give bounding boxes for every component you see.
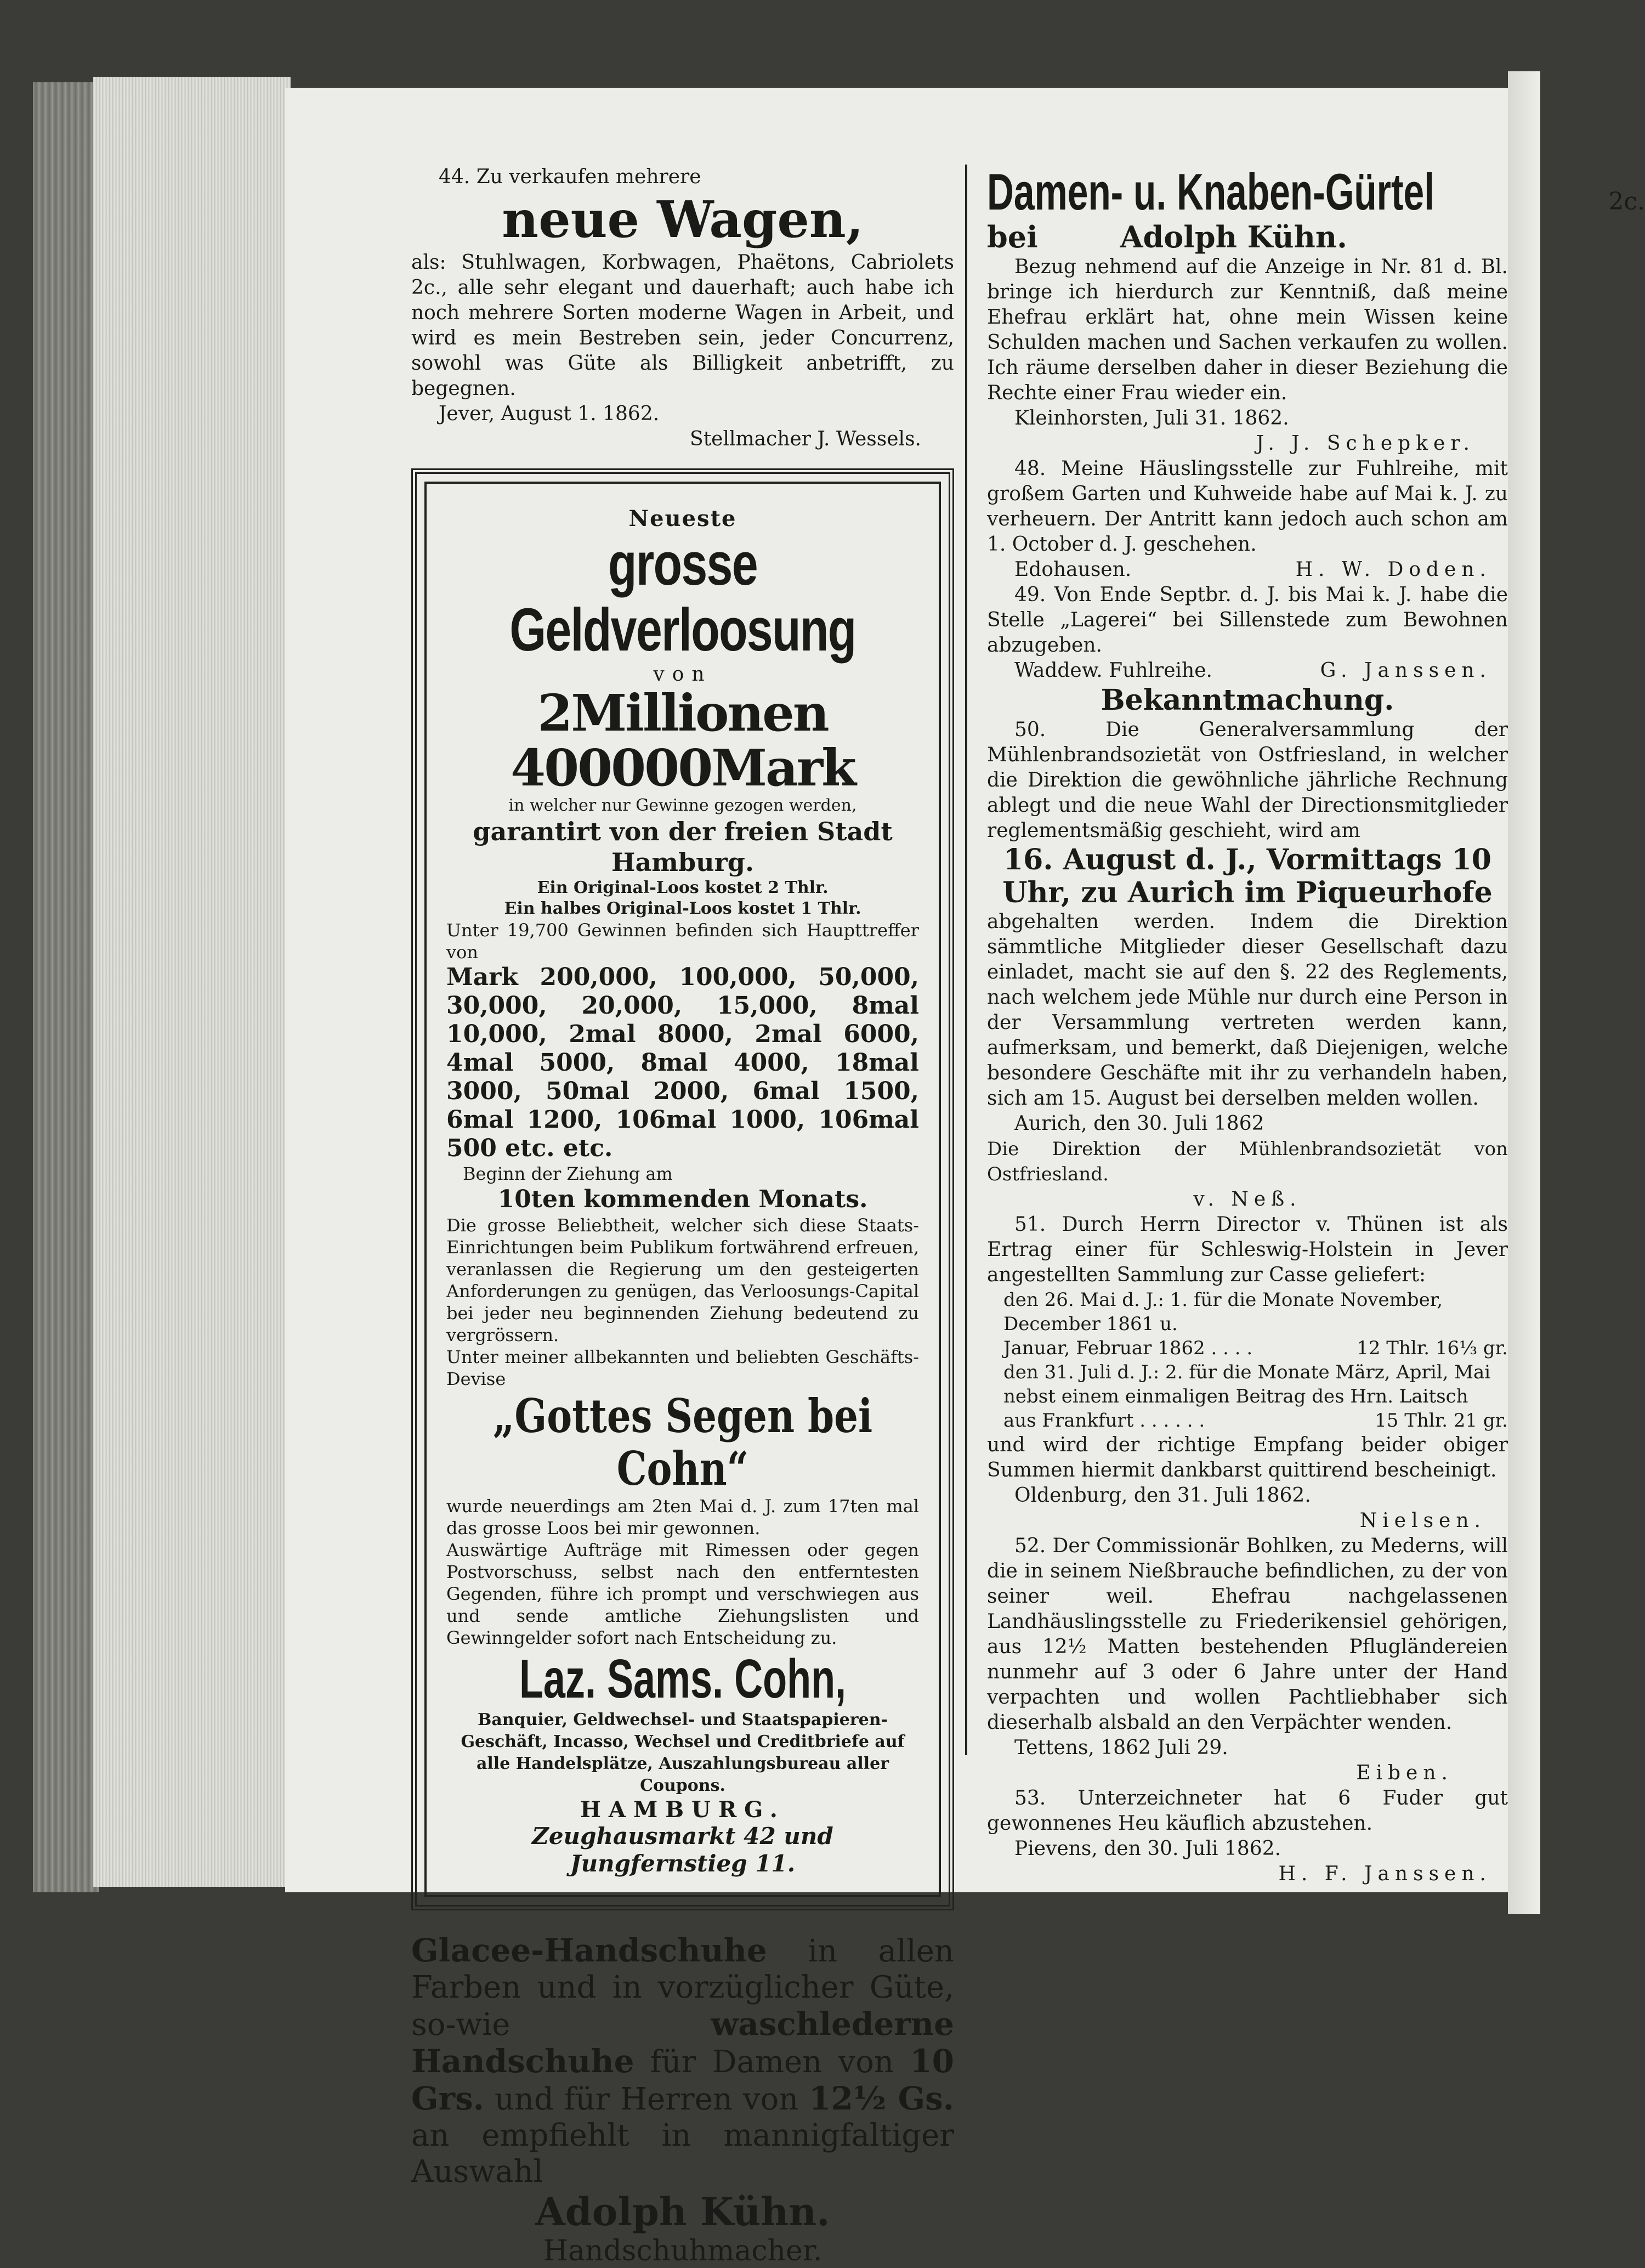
damen-etc: 2c. — [1608, 188, 1645, 216]
column-divider — [965, 165, 967, 1755]
ad-44 — [411, 165, 954, 452]
lottery-city: HAMBURG. — [580, 1797, 785, 1823]
ad44-signature: Stellmacher J. Wessels. — [690, 428, 921, 450]
lottery-devise: Unter meiner allbekannten und beliebten Geschäfts-Devise — [446, 1347, 919, 1389]
lottery-bank-services: Banquier, Geldwechsel- und Staatspapieren-Geschäft, Incasso, Wechsel und Creditbriefe auf alle Handelsplätze, Auszahlungsbureau aller Coupons. — [461, 1710, 905, 1795]
ad53-signature: H. F. Janssen. — [1278, 1863, 1491, 1885]
ad50-place-date: Aurich, den 30. Juli 1862 — [1014, 1112, 1264, 1135]
book-spine — [33, 82, 99, 1892]
ad-53 — [987, 1786, 1508, 1887]
lottery-banker-name: Laz. Sams. Cohn, — [519, 1648, 847, 1710]
ad51-donations — [987, 1288, 1508, 1433]
lottery-beliebtheit: Die grosse Beliebtheit, welcher sich diese Staats-Einrichtungen beim Publikum fortwährend erfreuen, veranlassen die Regierung um den gesteigerten Anforderungen zu genügen, das Verloosungs-Capital bei jeder neu beginnenden Ziehung bedeutend zu vergrössern. — [446, 1215, 919, 1345]
ad50-signature: v. Neß. — [1193, 1188, 1302, 1211]
ad51-row1 — [1003, 1336, 1508, 1360]
damen-title: Damen- u. Knaben-Gürtel — [987, 163, 1434, 220]
ad-52 — [987, 1534, 1508, 1786]
ad50-date-line: 16. August d. J., Vormittags 10 Uhr, zu Aurich im Piqueurhofe — [1002, 843, 1493, 909]
kuehn-notice-place: Kleinhorsten, Juli 31. 1862. — [1014, 407, 1289, 429]
lottery-address-2: Jungfernstieg 11. — [570, 1850, 796, 1877]
lottery-unter: Unter 19,700 Gewinnen befinden sich Haupttreffer von — [446, 920, 919, 963]
ad51-row1-a: den 26. Mai d. J.: 1. für die Monate November, December 1861 u. — [1003, 1289, 1443, 1335]
lottery-prizes: Mark 200,000, 100,000, 50,000, 30,000, 20,000, 15,000, 8mal 10,000, 2mal 8000, 2mal 6000, 4mal 5000, 8mal 4000, 18mal 3000, 50mal 2000, 6mal 1500, 6mal 1200, 106mal 1000, 106mal 500 etc. etc. — [446, 963, 919, 1162]
ad53-place-date: Pievens, den 30. Juli 1862. — [1014, 1837, 1281, 1860]
ad51-row2-value: 15 Thlr. 21 gr. — [1375, 1410, 1508, 1432]
right-column — [987, 163, 1645, 1887]
ad44-title: neue Wagen, — [502, 190, 864, 249]
left-column — [411, 165, 954, 2268]
lottery-beginn: Beginn der Ziehung am — [463, 1163, 673, 1184]
lottery-wurde: wurde neuerdings am 2ten Mai d. J. zum 17ten mal das grosse Loos bei mir gewonnen. — [446, 1496, 919, 1539]
ad44-body: als: Stuhlwagen, Korbwagen, Phaëtons, Cabriolets 2c., alle sehr elegant und dauerhaft; auch habe ich noch mehrere Sorten moderne Wagen in Arbeit, und wird es mein Bestreben sein, jeder Concurrenz, sowohl was Güte als Billigkeit anbetrifft, zu begegnen. — [411, 251, 954, 400]
lottery-garantirt: garantirt von der freien Stadt Hamburg. — [473, 817, 893, 877]
lottery-monats: 10ten kommenden Monats. — [497, 1185, 868, 1213]
glacee-price-gents: 12½ Gs. — [809, 2080, 954, 2117]
notice-kuehn — [987, 254, 1508, 456]
glacee-text-f: und für Herren von — [484, 2082, 809, 2117]
glacee-trade: Handschuhmacher. — [543, 2235, 822, 2267]
ad50-org: Die Direktion der Mühlenbrandsozietät von Ostfriesland. — [987, 1138, 1508, 1185]
lottery-address-1: Zeughausmarkt 42 und — [532, 1823, 833, 1850]
page-stack — [93, 77, 291, 1887]
facing-page-edge — [1508, 71, 1540, 1914]
glacee-price-ladies: 10 Grs. — [411, 2043, 954, 2117]
ad51-row2 — [1003, 1409, 1508, 1433]
lottery-nur-gewinne: in welcher nur Gewinne gezogen werden, — [508, 796, 857, 815]
ad51-row1-value: 12 Thlr. 16⅓ gr. — [1357, 1337, 1508, 1359]
ad53-body: 53. Unterzeichneter hat 6 Fuder gut gewonnenes Heu käuflich abzustehen. — [987, 1787, 1508, 1835]
ad-49 — [987, 582, 1508, 683]
ad52-signature: Eiben. — [1356, 1762, 1453, 1784]
glacee-product: Glacee-Handschuhe — [411, 1932, 767, 1969]
glacee-seller: Adolph Kühn. — [535, 2189, 830, 2235]
lottery-amount: 2Millionen 400000Mark — [510, 683, 855, 798]
ad50-body-a: 50. Die Generalversammlung der Mühlenbrandsozietät von Ostfriesland, in welcher die Direktion die gewöhnliche jährliche Rechnung ablegt und die neue Wahl der Directionsmitglieder reglementsmäßig geschieht, wird am — [987, 719, 1508, 842]
ad44-intro: 44. Zu verkaufen mehrere — [439, 166, 701, 188]
ad52-body: 52. Der Commissionär Bohlken, zu Mederns, will die in seinem Nießbrauche befindlichen, zu der von seiner weil. Ehefrau nachgelassenen Landhäuslingsstelle zu Friederikensiel gehörigen, aus 12½ Matten bestehenden Pflugländereien nunmehr auf 3 oder 6 Jahre unter der Hand verpachten und wollen Pachtliebhaber sich dieserhalb alsbald an den Verpächter wenden. — [987, 1535, 1508, 1734]
lottery-headline: grosse Geldverloosung — [509, 530, 856, 664]
ad51-row2-b: aus Frankfurt . . . . . . — [1003, 1410, 1205, 1432]
ad51-signature: Nielsen. — [1359, 1509, 1486, 1532]
glacee-text-d: für Damen von — [634, 2044, 910, 2080]
lottery-half-price: Ein halbes Original-Loos kostet 1 Thlr. — [504, 899, 861, 918]
glacee-ad — [411, 1932, 954, 2268]
ad44-place-date: Jever, August 1. 1862. — [439, 403, 660, 425]
ad49-body: 49. Von Ende Septbr. d. J. bis Mai k. J. habe die Stelle „Lagerei“ bei Sillenstede zum Bewohnen abzugeben. — [987, 584, 1508, 657]
kuehn-notice-body: Bezug nehmend auf die Anzeige in Nr. 81 d. Bl. bringe ich hierdurch zur Kenntniß, daß meine Ehefrau erklärt hat, ohne mein Wissen keine Schulden machen und Sachen verkaufen zu wollen. Ich räume derselben daher in dieser Beziehung die Rechte einer Frau wieder ein. — [987, 256, 1508, 404]
lottery-neueste: Neueste — [628, 506, 737, 531]
ad48-place: Edohausen. — [1014, 558, 1132, 581]
kuehn-notice-signature: J. J. Schepker. — [1256, 432, 1475, 455]
glacee-product-2: waschlederne Handschuhe — [411, 2005, 954, 2080]
lottery-ad-box — [411, 468, 954, 1910]
ad51-row1-b: Januar, Februar 1862 . . . . — [1003, 1337, 1253, 1359]
lottery-motto: „Gottes Segen bei Cohn“ — [492, 1389, 873, 1496]
ad-51 — [987, 1212, 1508, 1534]
ad48-signature: H. W. Doden. — [1295, 558, 1491, 581]
ad50-body-b: abgehalten werden. Indem die Direktion sämmtliche Mitglieder dieser Gesellschaft dazu einladet, macht sie auf den §. 22 des Reglements, nach welchem jede Mühle nur durch eine Person in der Versammlung vertreten werden kann, aufmerksam, und bemerkt, daß Diejenigen, welche besondere Geschäfte mit ihr zu verhandeln haben, sich am 15. August bei derselben melden wollen. — [987, 910, 1508, 1110]
ad48-body: 48. Meine Häuslingsstelle zur Fuhlreihe, mit großem Garten und Kuhweide habe auf Mai k. J. zu verheuern. Der Antritt kann jedoch auch schon am 1. October d. J. geschehen. — [987, 457, 1508, 556]
bekanntmachung-heading: Bekanntmachung. — [1101, 683, 1394, 717]
ad49-place: Waddew. Fuhlreihe. — [1014, 659, 1212, 682]
damen-bei: bei — [987, 219, 1038, 254]
damen-ad — [987, 163, 1645, 254]
glacee-text-b: in allen Farben und in vorzüglicher Güte, so-wie — [411, 1933, 954, 2043]
damen-seller: Adolph Kühn. — [1120, 219, 1347, 254]
lottery-original-price: Ein Original-Loos kostet 2 Thlr. — [537, 878, 829, 897]
ad51-body: 51. Durch Herrn Director v. Thünen ist als Ertrag einer für Schleswig-Holstein in Jever angestellten Sammlung zur Casse geliefert: — [987, 1213, 1508, 1286]
ad-50 — [987, 717, 1508, 1212]
lottery-von: von — [653, 663, 712, 686]
ad51-place-date: Oldenburg, den 31. Juli 1862. — [1014, 1484, 1311, 1507]
lottery-auftraege: Auswärtige Aufträge mit Rimessen oder gegen Postvorschuss, selbst nach den entferntesten Gegenden, führe ich prompt und verschwiegen aus und sende amtliche Ziehungslisten und Gewinngelder sofort nach Entscheidung zu. — [446, 1540, 919, 1648]
ad-48 — [987, 456, 1508, 582]
ad49-signature: G. Janssen. — [1320, 659, 1491, 682]
ad51-row2-a: den 31. Juli d. J.: 2. für die Monate März, April, Mai nebst einem einmaligen Beitrag des Hrn. Laitsch — [1003, 1361, 1491, 1407]
ad51-tail: und wird der richtige Empfang beider obiger Summen hiermit dankbarst quittirend bescheinigt. — [987, 1434, 1508, 1481]
glacee-text-h: an empfiehlt in mannigfaltiger Auswahl — [411, 2118, 954, 2190]
ad52-place-date: Tettens, 1862 Juli 29. — [1014, 1737, 1228, 1759]
glacee-text — [411, 1932, 954, 2190]
